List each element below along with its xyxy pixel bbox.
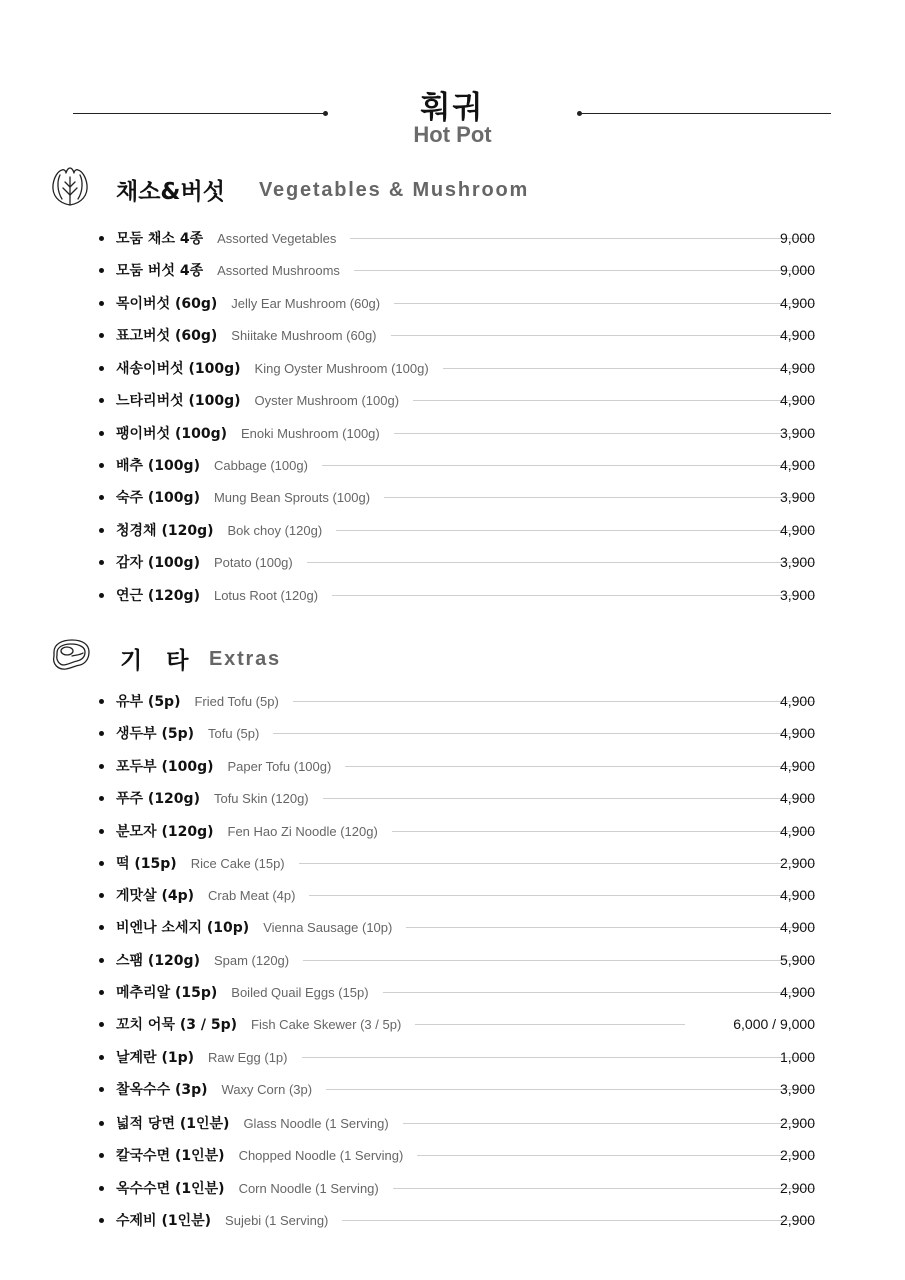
item-price: 4,900 — [779, 457, 815, 473]
bullet — [99, 398, 104, 403]
item-name-english: Jelly Ear Mushroom (60g) — [231, 295, 381, 311]
leader-line — [345, 766, 815, 767]
leader-line — [443, 368, 815, 369]
menu-item — [0, 915, 905, 939]
item-name-korean: 느타리버섯 (100g) — [116, 393, 241, 409]
menu-item — [0, 421, 905, 445]
item-name-korean: 생두부 (5p) — [116, 726, 195, 742]
menu-item — [0, 883, 905, 907]
item-name-english: Enoki Mushroom (100g) — [241, 425, 380, 441]
item-price: 3,900 — [779, 587, 815, 603]
item-name-korean: 스팸 (120g) — [116, 953, 200, 969]
item-name-english: Oyster Mushroom (100g) — [254, 392, 400, 408]
item-name-english: Tofu Skin (120g) — [213, 790, 309, 806]
leader-line — [303, 960, 815, 961]
item-name-korean: 연근 (120g) — [116, 588, 200, 604]
bullet — [99, 593, 104, 598]
leader-line — [302, 1057, 816, 1058]
leader-line — [415, 1024, 685, 1025]
item-name-english: Crab Meat (4p) — [208, 887, 296, 903]
menu-item — [0, 1012, 905, 1036]
item-price: 3,900 — [779, 425, 815, 441]
menu-header — [0, 82, 905, 152]
leader-line — [309, 895, 815, 896]
bullet — [99, 796, 104, 801]
item-name-english: Paper Tofu (100g) — [227, 758, 332, 774]
item-name-korean: 푸주 (120g) — [116, 791, 200, 807]
item-name-korean: 표고버섯 (60g) — [116, 328, 218, 344]
item-name-english: Assorted Mushrooms — [217, 262, 340, 278]
item-name-korean: 감자 (100g) — [116, 555, 200, 571]
bullet — [99, 431, 104, 436]
item-name-english: Waxy Corn (3p) — [221, 1081, 313, 1097]
item-price: 4,900 — [779, 790, 815, 806]
bullet — [99, 1218, 104, 1223]
item-name-korean: 모둠 채소 4종 — [116, 231, 204, 247]
item-name-korean: 날계란 (1p) — [116, 1050, 195, 1066]
menu-item — [0, 485, 905, 509]
item-price: 2,900 — [779, 1115, 815, 1131]
item-name-english: Tofu (5p) — [208, 725, 260, 741]
item-price: 2,900 — [779, 1147, 815, 1163]
item-name-english: Bok choy (120g) — [227, 522, 323, 538]
bullet — [99, 463, 104, 468]
bullet — [99, 301, 104, 306]
menu-item — [0, 948, 905, 972]
menu-item — [0, 754, 905, 778]
item-price: 4,900 — [779, 360, 815, 376]
item-name-english: Boiled Quail Eggs (15p) — [231, 984, 369, 1000]
item-price: 9,000 — [779, 262, 815, 278]
item-name-english: Cabbage (100g) — [213, 457, 308, 473]
leader-line — [392, 831, 815, 832]
menu-item — [0, 518, 905, 542]
bullet — [99, 861, 104, 866]
menu-item — [0, 689, 905, 713]
bullet — [99, 958, 104, 963]
leader-line — [383, 992, 815, 993]
leader-line — [332, 595, 815, 596]
item-name-english: Shiitake Mushroom (60g) — [231, 327, 377, 343]
item-name-korean: 메추리알 (15p) — [116, 985, 218, 1001]
leader-line — [417, 1155, 815, 1156]
item-name-korean: 비엔나 소세지 (10p) — [116, 920, 250, 936]
bullet — [99, 366, 104, 371]
item-name-english: Mung Bean Sprouts (100g) — [213, 489, 371, 505]
menu-item — [0, 356, 905, 380]
item-price: 3,900 — [779, 554, 815, 570]
item-name-korean: 목이버섯 (60g) — [116, 296, 218, 312]
bullet — [99, 764, 104, 769]
item-name-korean: 넓적 당면 (1인분) — [116, 1116, 230, 1132]
menu-item — [0, 819, 905, 843]
menu-item — [0, 226, 905, 250]
item-name-english: Sujebi (1 Serving) — [225, 1212, 329, 1228]
item-price: 3,900 — [779, 489, 815, 505]
item-name-english: Raw Egg (1p) — [208, 1049, 288, 1065]
item-price: 4,900 — [779, 295, 815, 311]
bullet — [99, 333, 104, 338]
menu-item — [0, 583, 905, 607]
item-name-korean: 옥수수면 (1인분) — [116, 1181, 225, 1197]
item-price: 3,900 — [779, 1081, 815, 1097]
item-name-english: Potato (100g) — [213, 554, 293, 570]
item-name-korean: 새송이버섯 (100g) — [116, 361, 241, 377]
bullet — [99, 236, 104, 241]
bullet — [99, 1153, 104, 1158]
item-name-english: Chopped Noodle (1 Serving) — [238, 1147, 404, 1163]
bullet — [99, 893, 104, 898]
bullet — [99, 1087, 104, 1092]
leader-line — [384, 497, 815, 498]
item-price: 4,900 — [779, 522, 815, 538]
item-name-english: Corn Noodle (1 Serving) — [238, 1180, 379, 1196]
item-name-korean: 유부 (5p) — [116, 694, 181, 710]
item-price: 4,900 — [779, 327, 815, 343]
bullet — [99, 1186, 104, 1191]
menu-item — [0, 980, 905, 1004]
item-name-korean: 청경채 (120g) — [116, 523, 214, 539]
leader-line — [394, 433, 815, 434]
item-price: 4,900 — [779, 984, 815, 1000]
section-title-korean: 채소&버섯 — [116, 179, 225, 205]
item-name-english: Fen Hao Zi Noodle (120g) — [227, 823, 378, 839]
item-name-english: Fried Tofu (5p) — [194, 693, 279, 709]
item-name-korean: 포두부 (100g) — [116, 759, 214, 775]
item-name-korean: 모둠 버섯 4종 — [116, 263, 204, 279]
item-price: 6,000 / 9,000 — [733, 1016, 815, 1032]
leader-line — [299, 863, 815, 864]
item-name-korean: 꼬치 어묵 (3 / 5p) — [116, 1017, 238, 1033]
item-name-english: Assorted Vegetables — [217, 230, 337, 246]
item-name-korean: 분모자 (120g) — [116, 824, 214, 840]
leader-line — [391, 335, 815, 336]
page-title-korean: 훠궈 — [420, 90, 485, 126]
leader-line — [307, 562, 815, 563]
leader-line — [394, 303, 815, 304]
menu-item — [0, 786, 905, 810]
item-price: 4,900 — [779, 392, 815, 408]
bullet — [99, 699, 104, 704]
item-name-korean: 숙주 (100g) — [116, 490, 200, 506]
section-title-korean: 기 타 — [120, 648, 197, 674]
item-name-english: Lotus Root (120g) — [213, 587, 319, 603]
leader-line — [393, 1188, 815, 1189]
item-name-korean: 팽이버섯 (100g) — [116, 426, 228, 442]
bullet — [99, 1121, 104, 1126]
item-price: 4,900 — [779, 693, 815, 709]
item-name-english: Rice Cake (15p) — [190, 855, 285, 871]
menu-item — [0, 1143, 905, 1167]
item-price: 9,000 — [779, 230, 815, 246]
bullet — [99, 268, 104, 273]
item-price: 4,900 — [779, 919, 815, 935]
item-name-english: Glass Noodle (1 Serving) — [243, 1115, 389, 1131]
item-name-english: Fish Cake Skewer (3 / 5p) — [251, 1016, 402, 1032]
meat-icon — [48, 634, 92, 678]
item-name-korean: 수제비 (1인분) — [116, 1213, 212, 1229]
section-header-vegetables — [0, 165, 905, 215]
section-title-english: Vegetables & Mushroom — [259, 179, 530, 201]
menu-item — [0, 721, 905, 745]
leader-line — [342, 1220, 815, 1221]
item-price: 2,900 — [779, 1212, 815, 1228]
leader-line — [293, 701, 815, 702]
bullet — [99, 1055, 104, 1060]
bullet — [99, 925, 104, 930]
leader-line — [273, 733, 815, 734]
item-name-english: King Oyster Mushroom (100g) — [254, 360, 429, 376]
item-name-korean: 찰옥수수 (3p) — [116, 1082, 208, 1098]
menu-item — [0, 388, 905, 412]
menu-item — [0, 1176, 905, 1200]
menu-item — [0, 851, 905, 875]
item-name-korean: 칼국수면 (1인분) — [116, 1148, 225, 1164]
item-name-korean: 배추 (100g) — [116, 458, 200, 474]
bullet — [99, 528, 104, 533]
item-price: 2,900 — [779, 855, 815, 871]
leader-line — [413, 400, 815, 401]
section-header-extras — [0, 634, 905, 684]
item-name-korean: 게맛살 (4p) — [116, 888, 195, 904]
bullet — [99, 495, 104, 500]
leader-line — [406, 927, 815, 928]
menu-item — [0, 453, 905, 477]
leader-line — [350, 238, 815, 239]
menu-item — [0, 1045, 905, 1069]
leader-line — [403, 1123, 815, 1124]
bullet — [99, 560, 104, 565]
menu-item — [0, 1111, 905, 1135]
item-price: 4,900 — [779, 758, 815, 774]
menu-item — [0, 258, 905, 282]
menu-item — [0, 550, 905, 574]
cabbage-icon — [48, 165, 92, 209]
item-name-english: Spam (120g) — [213, 952, 290, 968]
bullet — [99, 829, 104, 834]
item-price: 2,900 — [779, 1180, 815, 1196]
item-price: 5,900 — [779, 952, 815, 968]
leader-line — [354, 270, 815, 271]
bullet — [99, 990, 104, 995]
menu-item — [0, 291, 905, 315]
leader-line — [336, 530, 815, 531]
menu-item — [0, 1208, 905, 1232]
item-price: 4,900 — [779, 823, 815, 839]
page-title-english: Hot Pot — [413, 122, 492, 147]
item-name-english: Vienna Sausage (10p) — [263, 919, 393, 935]
leader-line — [326, 1089, 815, 1090]
item-price: 4,900 — [779, 887, 815, 903]
menu-item — [0, 1077, 905, 1101]
item-name-korean: 떡 (15p) — [116, 856, 177, 872]
menu-item — [0, 323, 905, 347]
section-title-english: Extras — [209, 648, 281, 670]
leader-line — [323, 798, 815, 799]
item-price: 4,900 — [779, 725, 815, 741]
bullet — [99, 731, 104, 736]
bullet — [99, 1022, 104, 1027]
leader-line — [322, 465, 815, 466]
item-price: 1,000 — [779, 1049, 815, 1065]
